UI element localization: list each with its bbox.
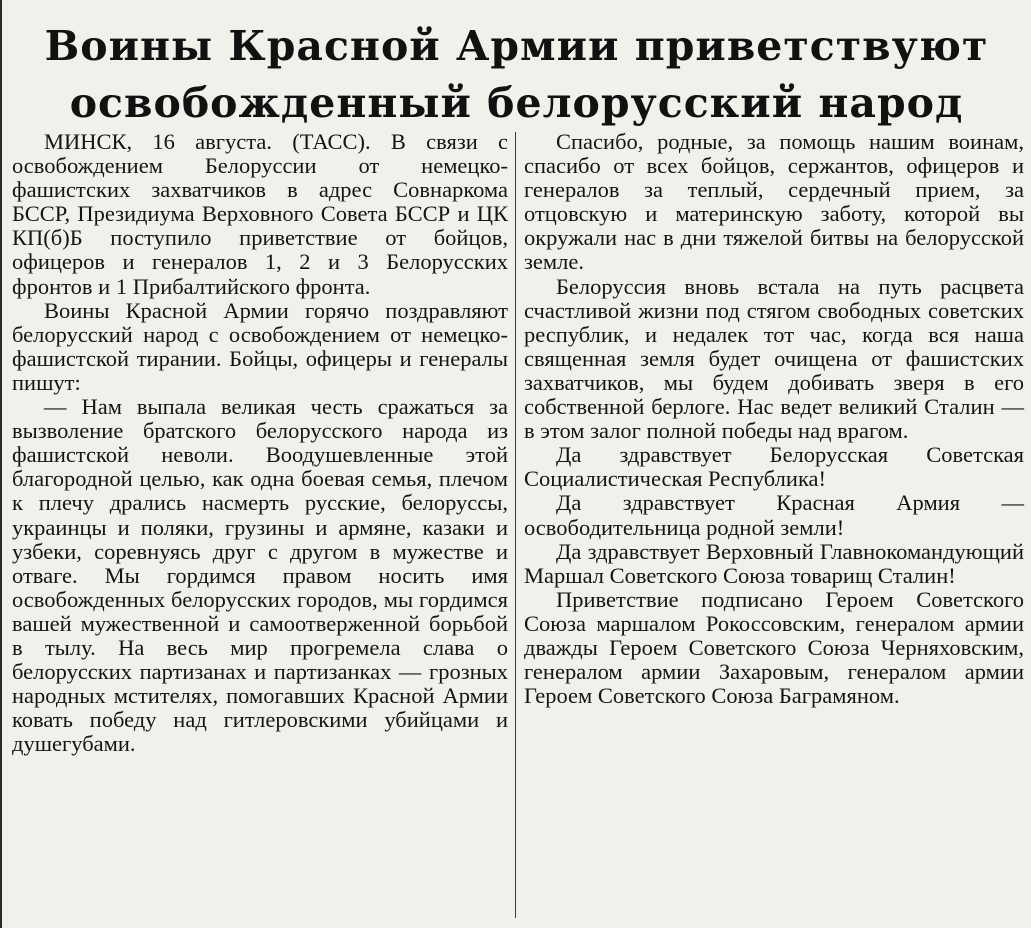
- left-column: [12, 130, 508, 756]
- headline-line-1: Воины Красной Армии приветствуют: [44, 22, 989, 70]
- paragraph: — Нам выпала великая честь сражаться за вызволение братского белорусского народа из фашистской неволи. Воодушевленные этой благородной целью, как одна боевая семья, плечом к плечу дрались насмерть русские, белоруссы, украинцы и поляки, грузины и армяне, казаки и узбеки, соревнуясь друг с другом в мужестве и отваге. Мы гордимся правом носить имя освобожденных белорусских городов, мы гордимся вашей мужественной и самоотверженной борьбой в тылу. На весь мир прогремела слава о белорусских партизанах и партизанках — грозных народных мстителях, помогавших Красной Армии ковать победу над гитлеровскими убийцами и душегубами.: [12, 394, 508, 757]
- headline-line-2: освобожденный белорусский народ: [69, 79, 964, 127]
- paragraph: Да здравствует Верховный Главнокомандующий Маршал Советского Союза товарищ Сталин!: [524, 538, 1024, 588]
- paragraph: Воины Красной Армии горячо поздравляют белорусский народ с освобождением от немецко-фашистской тирании. Бойцы, офицеры и генералы пишут:: [12, 297, 508, 395]
- paragraph: МИНСК, 16 августа. (ТАСС). В связи с освобождением Белоруссии от немецко-фашистских захватчиков в адрес Совнаркома БССР, Президиума Верховного Совета БССР и ЦК КП(б)Б поступило приветствие от бойцов, офицеров и генералов 1, 2 и 3 Белорусских фронтов и 1 Прибалтийского фронта.: [12, 129, 508, 299]
- paragraph: Да здравствует Красная Армия — освободительница родной земли!: [524, 490, 1024, 540]
- right-column: [524, 130, 1024, 708]
- paragraph: Приветствие подписано Героем Советского Союза маршалом Рокоссовским, генералом армии дважды Героем Советского Союза Черняховским, генералом армии Захаровым, генералом армии Героем Советского Союза Баграмяном.: [524, 586, 1024, 709]
- paragraph: Да здравствует Белорусская Советская Социалистическая Республика!: [524, 442, 1024, 492]
- article-headline: [2, 18, 1031, 132]
- paragraph: Спасибо, родные, за помощь нашим воинам, спасибо от всех бойцов, сержантов, офицеров и генералов за теплый, сердечный прием, за отцовскую и материнскую заботу, которой вы окружали нас в дни тяжелой битвы на белорусской земле.: [524, 129, 1024, 275]
- column-divider: [515, 132, 516, 918]
- paragraph: Белоруссия вновь встала на путь расцвета счастливой жизни под стягом свободных советских республик, и недалек тот час, когда вся наша священная земля будет очищена от фашистских захватчиков, мы будем добивать зверя в его собственной берлоге. Нас ведет великий Сталин — в этом залог полной победы над врагом.: [524, 273, 1024, 444]
